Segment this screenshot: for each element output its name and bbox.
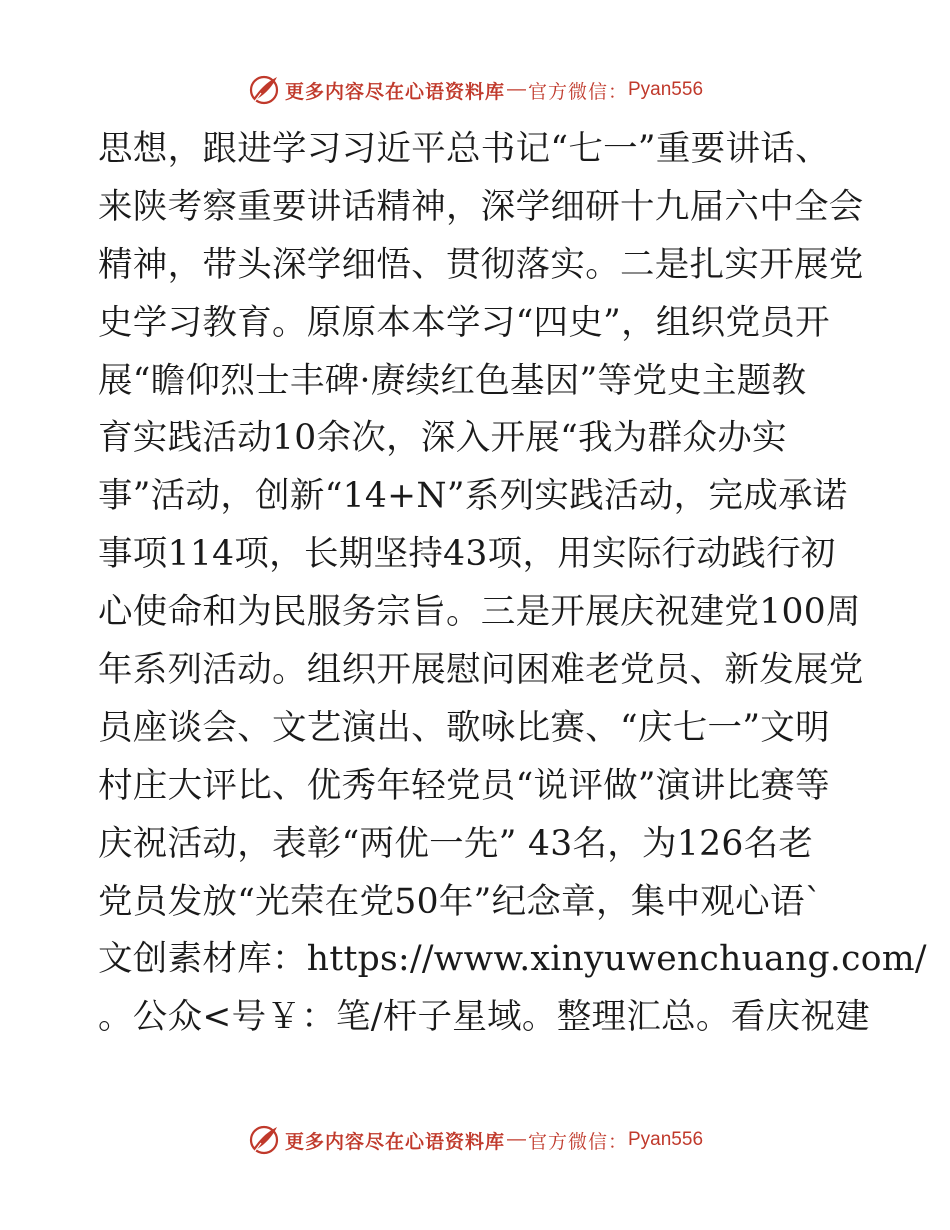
header-dash: — <box>506 79 526 100</box>
text-line: 育实践活动10余次，深入开展“我为群众办实 <box>98 418 787 459</box>
header-brand-text: 更多内容尽在心语资料库 <box>284 80 505 103</box>
quill-logo-icon <box>247 1123 281 1157</box>
text-line-url: 文创素材库：https://www.xinyuwenchuang.com/ <box>98 939 927 980</box>
text-line: 心使命和为民服务宗旨。三是开展庆祝建党100周 <box>98 592 861 633</box>
header-wechat-account: Pyan556 <box>628 79 704 100</box>
body-paragraph <box>98 121 927 1047</box>
text-line: 展“瞻仰烈士丰碑·赓续红色基因”等党史主题教 <box>98 360 807 401</box>
footer-wechat-label: 官方微信： <box>527 1130 628 1153</box>
quill-logo-icon <box>247 73 281 107</box>
text-line: 村庄大评比、优秀年轻党员“说评做”演讲比赛等 <box>98 765 830 806</box>
text-line: 。公众<号￥：笔/杆子星域。整理汇总。看庆祝建 <box>98 997 870 1038</box>
text-line: 党员发放“光荣在党50年”纪念章，集中观心语` <box>98 881 823 922</box>
footer-brand-text: 更多内容尽在心语资料库 <box>284 1130 505 1153</box>
text-line: 年系列活动。组织开展慰问困难老党员、新发展党 <box>98 650 864 691</box>
text-line: 员座谈会、文艺演出、歌咏比赛、“庆七一”文明 <box>98 707 830 748</box>
text-line: 事项114项，长期坚持43项，用实际行动践行初 <box>98 534 836 575</box>
text-line: 来陕考察重要讲话精神，深学细研十九届六中全会 <box>98 186 864 227</box>
text-line: 史学习教育。原原本本学习“四史”，组织党员开 <box>98 302 830 343</box>
footer-banner <box>0 1120 950 1160</box>
footer-wechat-account: Pyan556 <box>628 1129 704 1150</box>
text-line: 思想，跟进学习习近平总书记“七一”重要讲话、 <box>98 129 830 169</box>
header-banner <box>0 70 950 110</box>
text-line: 庆祝活动，表彰“两优一先” 43名，为126名老 <box>98 823 814 864</box>
text-line: 事”活动，创新“14+N”系列实践活动，完成承诺 <box>98 476 848 517</box>
footer-dash: — <box>506 1129 526 1150</box>
text-line: 精神，带头深学细悟、贯彻落实。二是扎实开展党 <box>98 244 864 285</box>
header-wechat-label: 官方微信： <box>527 80 628 103</box>
